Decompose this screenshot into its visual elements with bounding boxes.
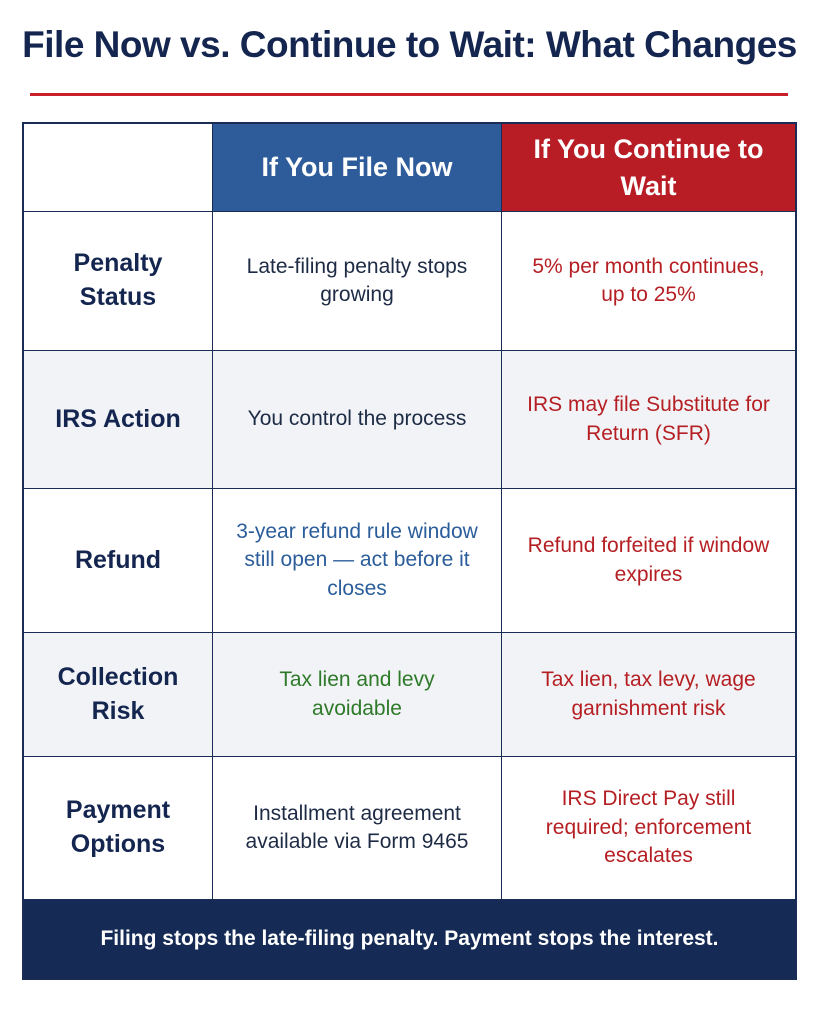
header-continue-to-wait: If You Continue to Wait bbox=[502, 124, 795, 212]
title-divider bbox=[30, 93, 788, 96]
cell-wait-refund: Refund forfeited if window expires bbox=[502, 489, 795, 633]
cell-wait-collection-risk: Tax lien, tax levy, wage garnishment risk bbox=[502, 633, 795, 757]
comparison-table bbox=[22, 122, 797, 980]
cell-file-now-irs-action: You control the process bbox=[213, 351, 502, 489]
cell-wait-irs-action: IRS may file Substitute for Return (SFR) bbox=[502, 351, 795, 489]
cell-wait-payment-options: IRS Direct Pay still required; enforcement escalates bbox=[502, 757, 795, 900]
row-label-payment-options: Payment Options bbox=[24, 757, 213, 900]
cell-file-now-penalty-status: Late-filing penalty stops growing bbox=[213, 212, 502, 351]
cell-file-now-refund: 3-year refund rule window still open — act before it closes bbox=[213, 489, 502, 633]
header-file-now: If You File Now bbox=[213, 124, 502, 212]
header-corner-cell bbox=[24, 124, 213, 212]
row-label-irs-action: IRS Action bbox=[24, 351, 213, 489]
cell-file-now-collection-risk: Tax lien and levy avoidable bbox=[213, 633, 502, 757]
cell-wait-penalty-status: 5% per month continues, up to 25% bbox=[502, 212, 795, 351]
page-title: File Now vs. Continue to Wait: What Changes bbox=[22, 24, 797, 65]
footer-banner: Filing stops the late-filing penalty. Payment stops the interest. bbox=[24, 900, 795, 978]
row-label-collection-risk: Collection Risk bbox=[24, 633, 213, 757]
row-label-penalty-status: Penalty Status bbox=[24, 212, 213, 351]
cell-file-now-payment-options: Installment agreement available via Form 9465 bbox=[213, 757, 502, 900]
row-label-refund: Refund bbox=[24, 489, 213, 633]
